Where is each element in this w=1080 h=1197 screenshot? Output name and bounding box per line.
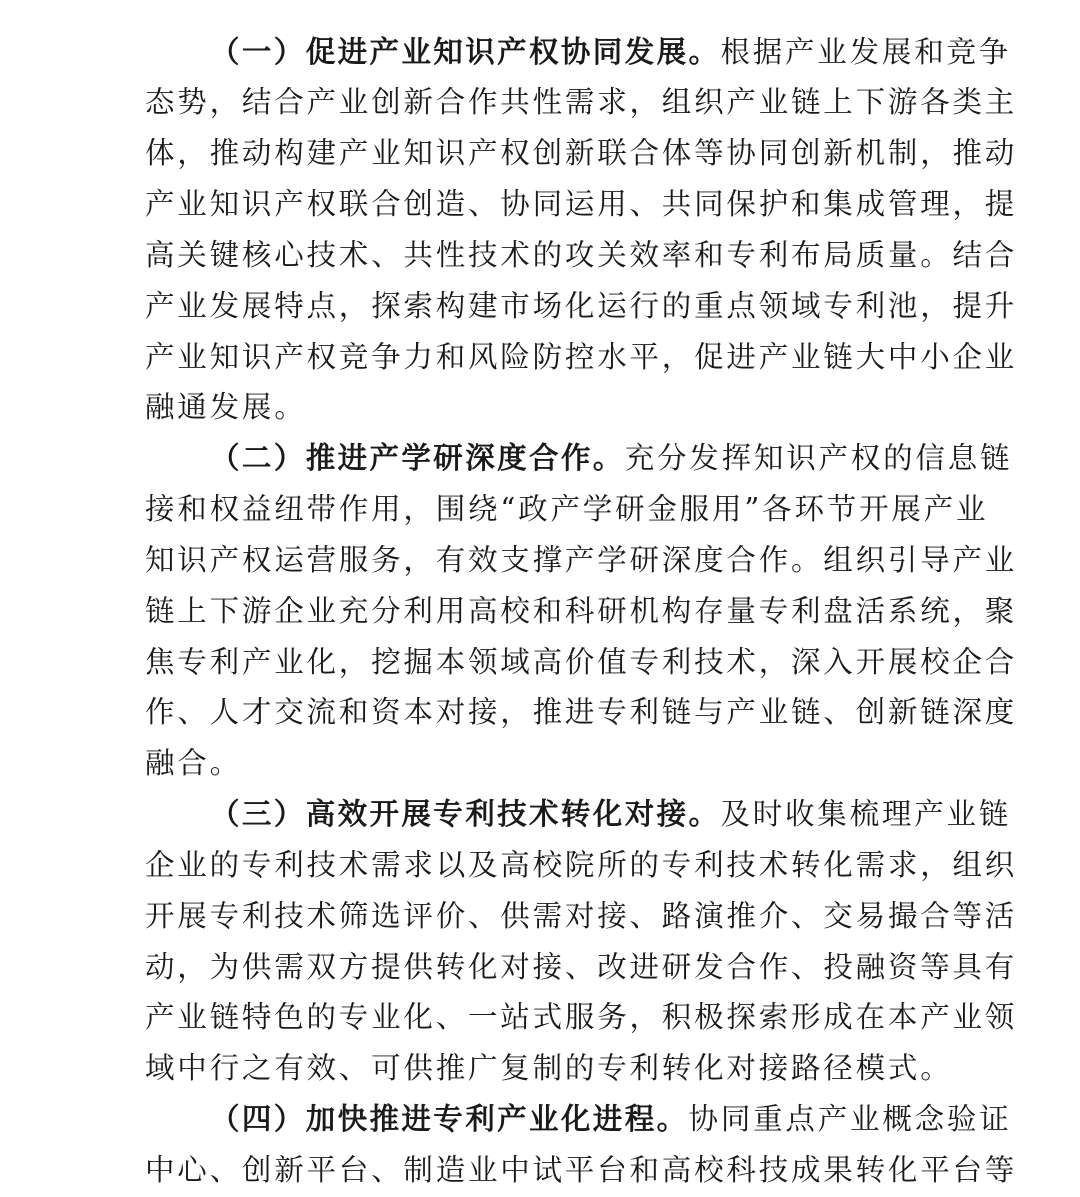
section-2-line-3: 链上下游企业充分利用高校和科研机构存量专利盘活系统，聚 (145, 594, 1018, 628)
section-2-line-0: 充分发挥知识产权的信息链 (624, 441, 1013, 475)
section-3-line-1: 企业的专利技术需求以及高校院所的专利技术转化需求，组织 (145, 848, 1018, 882)
section-1-first-line (0, 32, 1080, 72)
section-2-heading: （二）推进产学研深度合作。 (210, 440, 625, 475)
section-1-line-3: 产业知识产权联合创造、协同运用、共同保护和集成管理，提 (145, 187, 1018, 221)
section-1-line-7: 融通发展。 (145, 390, 307, 424)
section-3-line-0: 及时收集梳理产业链 (720, 797, 1012, 831)
section-3-line-3: 动，为供需双方提供转化对接、改进研发合作、投融资等具有 (145, 950, 1018, 984)
section-1-line-2: 体，推动构建产业知识产权创新联合体等协同创新机制，推动 (145, 136, 1018, 170)
section-4-line-1: 中心、创新平台、制造业中试平台和高校科技成果转化平台等 (145, 1153, 1018, 1187)
section-1-line-0: 根据产业发展和竞争 (720, 35, 1012, 69)
section-2-line-6: 融合。 (145, 746, 242, 780)
section-3-line-4: 产业链特色的专业化、一站式服务，积极探索形成在本产业领 (145, 1000, 1018, 1034)
section-1-line-5: 产业发展特点，探索构建市场化运行的重点领域专利池，提升 (145, 289, 1018, 323)
section-3-first-line (0, 794, 1080, 834)
section-2-first-line (0, 438, 1080, 478)
section-3-line-2: 开展专利技术筛选评价、供需对接、路演推介、交易撮合等活 (145, 899, 1018, 933)
section-1-line-4: 高关键核心技术、共性技术的攻关效率和专利布局质量。结合 (145, 238, 1018, 272)
section-4-heading: （四）加快推进专利产业化进程。 (210, 1101, 689, 1136)
section-1-heading: （一）促进产业知识产权协同发展。 (210, 34, 721, 69)
section-3-line-5: 域中行之有效、可供推广复制的专利转化对接路径模式。 (145, 1051, 953, 1085)
section-4-line-0: 协同重点产业概念验证 (688, 1102, 1012, 1136)
section-4-first-line (0, 1099, 1080, 1139)
section-3-heading: （三）高效开展专利技术转化对接。 (210, 796, 721, 831)
section-2-line-1: 接和权益纽带作用，围绕“政产学研金服用”各环节开展产业 (145, 492, 989, 526)
section-2-line-2: 知识产权运营服务，有效支撑产学研深度合作。组织引导产业 (145, 543, 1018, 577)
section-2-line-5: 作、人才交流和资本对接，推进专利链与产业链、创新链深度 (145, 695, 1018, 729)
section-1-line-1: 态势，结合产业创新合作共性需求，组织产业链上下游各类主 (145, 85, 1018, 119)
section-1-line-6: 产业知识产权竞争力和风险防控水平，促进产业链大中小企业 (145, 340, 1018, 374)
section-2-line-4: 焦专利产业化，挖掘本领域高价值专利技术，深入开展校企合 (145, 645, 1018, 679)
